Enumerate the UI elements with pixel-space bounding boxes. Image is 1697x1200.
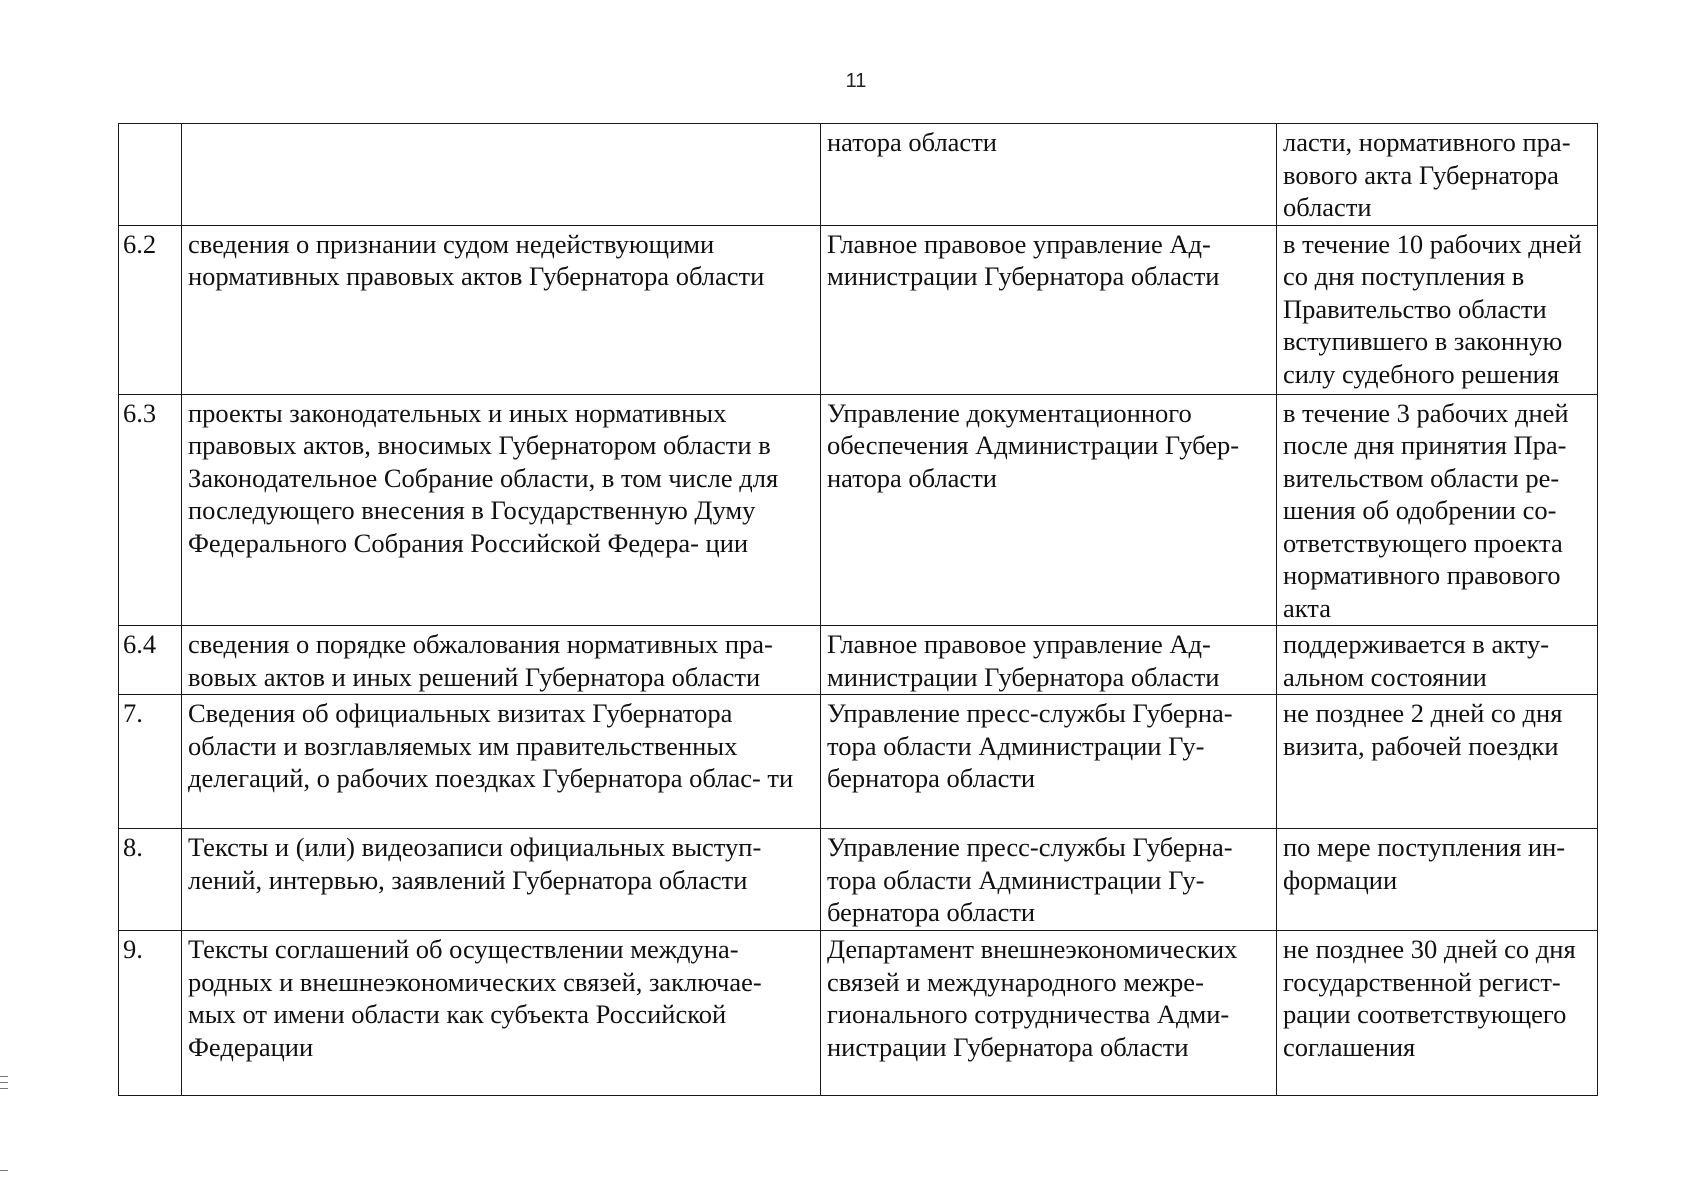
deadline-cell: по мере поступления ин- формации bbox=[1277, 829, 1598, 931]
information-content-cell bbox=[182, 124, 821, 226]
deadline-cell: не позднее 30 дней со дня государственной регист- рации соответствующего соглашения bbox=[1277, 931, 1598, 1096]
row-number: 6.3 bbox=[119, 394, 182, 626]
table-row bbox=[119, 931, 1598, 1096]
deadline-cell: ласти, нормативного пра- вового акта Губернатора области bbox=[1277, 124, 1598, 226]
responsible-body-cell: натора области bbox=[821, 124, 1277, 226]
table-row bbox=[119, 225, 1598, 394]
row-number: 7. bbox=[119, 695, 182, 829]
table-row bbox=[119, 394, 1598, 626]
responsible-body-cell: Управление пресс-службы Губерна- тора области Администрации Гу- бернатора области bbox=[821, 695, 1277, 829]
scan-edge-mark bbox=[0, 1076, 8, 1077]
information-content-cell: Сведения об официальных визитах Губернатора области и возглавляемых им правительственных делегаций, о рабочих поездках Губернатора облас- ти bbox=[182, 695, 821, 829]
row-number: 6.4 bbox=[119, 626, 182, 695]
responsible-body-cell: Департамент внешнеэкономических связей и международного межре- гионального сотрудничества Адми- нистрации Губернатора области bbox=[821, 931, 1277, 1096]
responsible-body-cell: Главное правовое управление Ад- министрации Губернатора области bbox=[821, 626, 1277, 695]
responsible-body-cell: Управление документационного обеспечения Администрации Губер- натора области bbox=[821, 394, 1277, 626]
responsible-body-cell: Главное правовое управление Ад- министрации Губернатора области bbox=[821, 225, 1277, 394]
information-content-cell: проекты законодательных и иных нормативных правовых актов, вносимых Губернатором области в Законодательное Собрание области, в том числе для последующего внесения в Государственную Думу Федерального Собрания Российской Федера- ции bbox=[182, 394, 821, 626]
row-number: 9. bbox=[119, 931, 182, 1096]
table-row bbox=[119, 124, 1598, 226]
information-content-cell: Тексты соглашений об осуществлении междуна- родных и внешнеэкономических связей, заключае- мых от имени области как субъекта Российской Федерации bbox=[182, 931, 821, 1096]
scan-edge-mark bbox=[0, 1088, 8, 1089]
regulation-table bbox=[118, 123, 1598, 1096]
row-number: 6.2 bbox=[119, 225, 182, 394]
row-number: 8. bbox=[119, 829, 182, 931]
scan-edge-mark bbox=[0, 1170, 8, 1171]
information-content-cell: сведения о порядке обжалования нормативных пра- вовых актов и иных решений Губернатора области bbox=[182, 626, 821, 695]
responsible-body-cell: Управление пресс-службы Губерна- тора области Администрации Гу- бернатора области bbox=[821, 829, 1277, 931]
table-row bbox=[119, 695, 1598, 829]
scan-edge-mark bbox=[0, 1082, 8, 1083]
deadline-cell: в течение 3 рабочих дней после дня принятия Пра- вительством области ре- шения об одобрении со- ответствующего проекта нормативного правового акта bbox=[1277, 394, 1598, 626]
information-content-cell: Тексты и (или) видеозаписи официальных выступ- лений, интервью, заявлений Губернатора области bbox=[182, 829, 821, 931]
table-row bbox=[119, 626, 1598, 695]
row-number bbox=[119, 124, 182, 226]
deadline-cell: в течение 10 рабочих дней со дня поступления в Правительство области вступившего в законную силу судебного решения bbox=[1277, 225, 1598, 394]
deadline-cell: поддерживается в акту- альном состоянии bbox=[1277, 626, 1598, 695]
deadline-cell: не позднее 2 дней со дня визита, рабочей поездки bbox=[1277, 695, 1598, 829]
table-row bbox=[119, 829, 1598, 931]
information-content-cell: сведения о признании судом недействующими нормативных правовых актов Губернатора области bbox=[182, 225, 821, 394]
page-number: 11 bbox=[845, 70, 867, 92]
